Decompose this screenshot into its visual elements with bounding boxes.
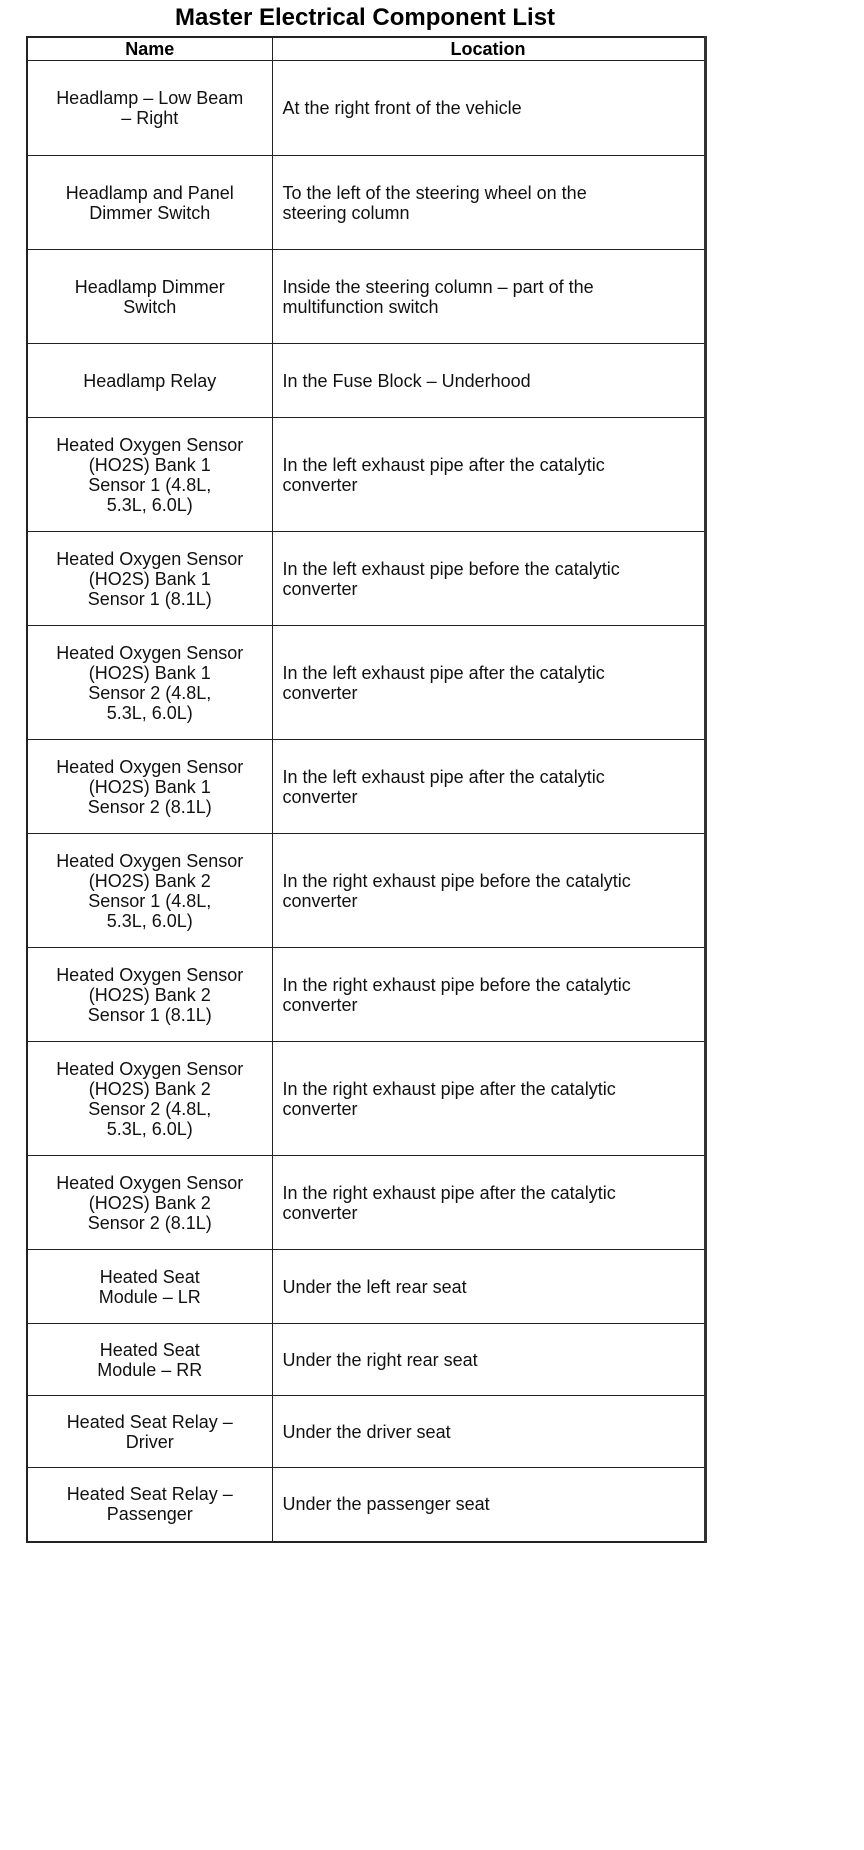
component-name-cell — [27, 1156, 272, 1250]
component-location-line: converter — [282, 786, 358, 807]
table-row — [27, 1042, 705, 1156]
column-header-location: Location — [272, 37, 705, 61]
component-location-cell — [272, 626, 705, 740]
component-location-line: In the Fuse Block – Underhood — [282, 370, 531, 391]
component-location-line: converter — [282, 890, 358, 911]
component-location-cell — [272, 1042, 705, 1156]
component-location-line: Under the right rear seat — [282, 1349, 478, 1370]
component-name-line: Passenger — [106, 1504, 193, 1525]
component-name-line: 5.3L, 6.0L) — [106, 910, 193, 931]
component-location-line: In the right exhaust pipe before the catalytic — [282, 870, 631, 891]
component-name-line: (HO2S) Bank 2 — [88, 1192, 211, 1213]
component-name-line: Heated Oxygen Sensor — [56, 548, 244, 569]
component-location-cell — [272, 1250, 705, 1324]
component-name-line: (HO2S) Bank 1 — [88, 454, 211, 475]
component-name-line: 5.3L, 6.0L) — [106, 702, 193, 723]
component-name-line: Heated Seat Relay – — [66, 1411, 233, 1432]
component-location-line: converter — [282, 682, 358, 703]
component-location-line: In the left exhaust pipe after the catalytic — [282, 766, 605, 787]
table-row — [27, 1396, 705, 1468]
component-location-line: In the right exhaust pipe after the catalytic — [282, 1078, 616, 1099]
component-name-cell — [27, 418, 272, 532]
component-location-line: converter — [282, 994, 358, 1015]
component-name-cell — [27, 1468, 272, 1542]
component-location-cell — [272, 1468, 705, 1542]
component-name-cell — [27, 740, 272, 834]
table-header-row — [27, 37, 705, 61]
component-name-line: Headlamp and Panel — [65, 182, 234, 203]
component-name-line: (HO2S) Bank 2 — [88, 984, 211, 1005]
component-name-line: Module – RR — [97, 1359, 203, 1380]
component-location-cell — [272, 1324, 705, 1396]
table-row — [27, 948, 705, 1042]
component-name-cell — [27, 1396, 272, 1468]
table-row — [27, 250, 705, 344]
component-location-cell — [272, 740, 705, 834]
page-title: Master Electrical Component List — [174, 4, 556, 31]
component-name-line: Headlamp Dimmer — [74, 276, 225, 297]
component-name-line: Heated Seat — [99, 1339, 200, 1360]
component-name-line: Headlamp – Low Beam — [56, 88, 244, 108]
component-name-line: Heated Oxygen Sensor — [56, 756, 244, 777]
table-row — [27, 344, 705, 418]
table-row — [27, 1250, 705, 1324]
component-name-line: Sensor 1 (8.1L) — [87, 1004, 212, 1025]
component-name-line: Heated Seat Relay – — [66, 1484, 233, 1505]
component-name-line: Heated Oxygen Sensor — [56, 1172, 244, 1193]
component-location-line: In the left exhaust pipe after the catalytic — [282, 662, 605, 683]
component-location-line: In the left exhaust pipe before the catalytic — [282, 558, 620, 579]
component-location-line: converter — [282, 474, 358, 495]
table-row — [27, 1156, 705, 1250]
table-row — [27, 532, 705, 626]
component-location-cell — [272, 344, 705, 418]
component-name-line: Heated Oxygen Sensor — [56, 964, 244, 985]
column-header-name: Name — [27, 37, 272, 61]
component-name-line: (HO2S) Bank 1 — [88, 568, 211, 589]
component-name-line: Sensor 2 (4.8L, — [88, 682, 212, 703]
component-name-line: Dimmer Switch — [89, 202, 211, 223]
component-name-cell — [27, 1324, 272, 1396]
component-name-line: Sensor 2 (8.1L) — [87, 796, 212, 817]
component-name-line: (HO2S) Bank 1 — [88, 662, 211, 683]
table-row — [27, 1468, 705, 1542]
component-location-line: In the left exhaust pipe after the catalytic — [282, 454, 605, 475]
table-body — [27, 61, 705, 1542]
component-name-cell — [27, 626, 272, 740]
component-name-line: Heated Oxygen Sensor — [56, 850, 244, 871]
component-location-line: converter — [282, 578, 358, 599]
component-location-cell — [272, 834, 705, 948]
table-row — [27, 1324, 705, 1396]
component-name-line: Heated Oxygen Sensor — [56, 1058, 244, 1079]
component-location-line: At the right front of the vehicle — [282, 98, 522, 118]
component-name-line: Driver — [125, 1431, 174, 1452]
component-table — [26, 36, 707, 1543]
component-location-line: To the left of the steering wheel on the — [282, 182, 587, 203]
component-name-line: Heated Oxygen Sensor — [56, 642, 244, 663]
component-name-line: Heated Seat — [99, 1266, 200, 1287]
component-name-line: Sensor 2 (8.1L) — [87, 1212, 212, 1233]
component-name-line: (HO2S) Bank 2 — [88, 1078, 211, 1099]
component-name-cell — [27, 344, 272, 418]
component-name-line: Sensor 1 (8.1L) — [87, 588, 212, 609]
component-name-line: Module – LR — [98, 1286, 201, 1307]
component-location-line: converter — [282, 1098, 358, 1119]
component-location-line: Inside the steering column – part of the — [282, 276, 594, 297]
component-name-line: Headlamp Relay — [83, 370, 217, 391]
table-row — [27, 834, 705, 948]
table-row — [27, 418, 705, 532]
table-row — [27, 740, 705, 834]
component-location-line: converter — [282, 1202, 358, 1223]
component-name-line: (HO2S) Bank 1 — [88, 776, 211, 797]
component-name-line: (HO2S) Bank 2 — [88, 870, 211, 891]
component-name-line: Sensor 1 (4.8L, — [88, 890, 212, 911]
component-location-cell — [272, 1156, 705, 1250]
component-name-cell — [27, 250, 272, 344]
component-name-line: – Right — [121, 108, 179, 128]
component-name-cell — [27, 1042, 272, 1156]
table-row — [27, 61, 705, 156]
component-location-cell — [272, 250, 705, 344]
component-location-line: In the right exhaust pipe before the catalytic — [282, 974, 631, 995]
component-name-line: 5.3L, 6.0L) — [106, 1118, 193, 1139]
component-location-cell — [272, 156, 705, 250]
component-location-cell — [272, 418, 705, 532]
component-location-cell — [272, 948, 705, 1042]
component-location-cell — [272, 532, 705, 626]
component-name-line: Sensor 2 (4.8L, — [88, 1098, 212, 1119]
table-row — [27, 156, 705, 250]
component-name-line: 5.3L, 6.0L) — [106, 494, 193, 515]
component-location-line: Under the passenger seat — [282, 1494, 490, 1515]
component-location-line: Under the left rear seat — [282, 1276, 467, 1297]
component-location-line: multifunction switch — [282, 296, 439, 317]
component-name-cell — [27, 1250, 272, 1324]
component-name-line: Sensor 1 (4.8L, — [88, 474, 212, 495]
component-name-cell — [27, 61, 272, 156]
component-location-line: In the right exhaust pipe after the catalytic — [282, 1182, 616, 1203]
component-location-line: steering column — [282, 202, 410, 223]
table-row — [27, 626, 705, 740]
component-name-line: Heated Oxygen Sensor — [56, 434, 244, 455]
component-name-line: Switch — [123, 296, 177, 317]
component-location-cell — [272, 1396, 705, 1468]
component-name-cell — [27, 532, 272, 626]
component-name-cell — [27, 156, 272, 250]
component-name-cell — [27, 948, 272, 1042]
component-location-line: Under the driver seat — [282, 1421, 451, 1442]
component-name-cell — [27, 834, 272, 948]
component-location-cell — [272, 61, 705, 156]
